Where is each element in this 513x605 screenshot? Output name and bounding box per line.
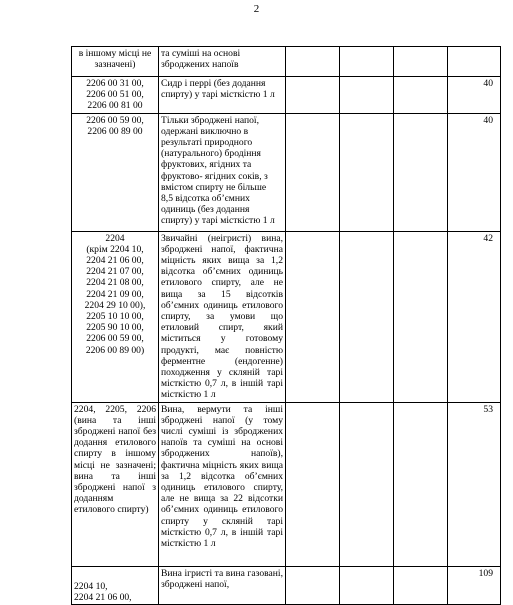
description-cell: Сидр і перрі (без додання спирту) у тарі місткістю 1 л xyxy=(159,77,286,114)
empty-cell xyxy=(340,113,394,231)
description-cell: Вина ігристі та вина газовані, зброджені напої, xyxy=(159,566,286,604)
empty-cell xyxy=(286,566,340,604)
empty-cell xyxy=(286,231,340,402)
description-cell: Звичайні (неігристі) вина, зброджені напої, фактична міцність яких вища за 1,2 відсотка об’ємних одиниць етилового спирту, але не вища за 15 відсотків об’ємних одиниць етилового спирту, за умови що етиловий спирт, який міститься у готовому продукті, має повністю ферментне (ендогенне) походження у скляній тарі місткістю 0,7 л, в іншій тарі місткістю 1 л xyxy=(159,231,286,402)
empty-cell xyxy=(394,402,448,566)
table-row xyxy=(72,77,501,114)
empty-cell xyxy=(340,566,394,604)
empty-cell xyxy=(394,77,448,114)
empty-cell xyxy=(286,77,340,114)
description-cell: Вина, вермути та інші зброджені напої (у тому числі суміші із зброджених напоїв та суміші на основі зброджених напоїв), фактична міцність яких вища за 1,2 відсотка об’ємних одиниць етилового спирту, але не вища за 22 відсотки об’ємних одиниць етилового спирту у скляній тарі місткістю 0,7 л, в іншій тарі місткістю 1 л xyxy=(159,402,286,566)
rate-cell: 40 xyxy=(448,77,501,114)
empty-cell xyxy=(286,47,340,77)
table-row xyxy=(72,231,501,402)
empty-cell xyxy=(394,566,448,604)
empty-cell xyxy=(394,47,448,77)
empty-cell xyxy=(286,402,340,566)
rate-cell: 42 xyxy=(448,231,501,402)
table-row xyxy=(72,47,501,77)
excise-rates-table xyxy=(71,46,501,605)
table-row xyxy=(72,113,501,231)
empty-cell xyxy=(340,47,394,77)
description-cell: та суміші на основі зброджених напоїв xyxy=(159,47,286,77)
description-cell: Тільки зброджені напої, одержані виключно в результаті природного (натурального) бродіння фруктових, ягідних та фруктово- ягідних соків, з вмістом спирту не більше 8,5 відсотка об’ємних одиниць (без додання спирту) у тарі місткістю 1 л xyxy=(159,113,286,231)
empty-cell xyxy=(340,231,394,402)
rate-cell: 53 xyxy=(448,402,501,566)
empty-cell xyxy=(340,402,394,566)
rate-cell xyxy=(448,47,501,77)
code-cell: в іншому місці не зазначені) xyxy=(72,47,159,77)
empty-cell xyxy=(394,113,448,231)
rate-cell: 40 xyxy=(448,113,501,231)
code-cell: 2204, 2205, 2206 (вина та інші зброджені напої без додання етилового спирту в іншому місці не зазначені; вина та інші зброджені напої з доданням етилового спирту) xyxy=(72,402,159,566)
code-cell: 2206 00 59 00, 2206 00 89 00 xyxy=(72,113,159,231)
code-cell: 2204 (крім 2204 10, 2204 21 06 00, 2204 21 07 00, 2204 21 08 00, 2204 21 09 00, 2204 29 10 00), 2205 10 10 00, 2205 90 10 00, 2206 00 59 00, 2206 00 89 00) xyxy=(72,231,159,402)
table-row xyxy=(72,566,501,604)
code-cell: 2204 10, 2204 21 06 00, xyxy=(72,566,159,604)
rate-cell: 109 xyxy=(448,566,501,604)
table-row xyxy=(72,402,501,566)
code-cell: 2206 00 31 00, 2206 00 51 00, 2206 00 81 00 xyxy=(72,77,159,114)
empty-cell xyxy=(394,231,448,402)
page-number: 2 xyxy=(253,3,260,15)
empty-cell xyxy=(340,77,394,114)
empty-cell xyxy=(286,113,340,231)
